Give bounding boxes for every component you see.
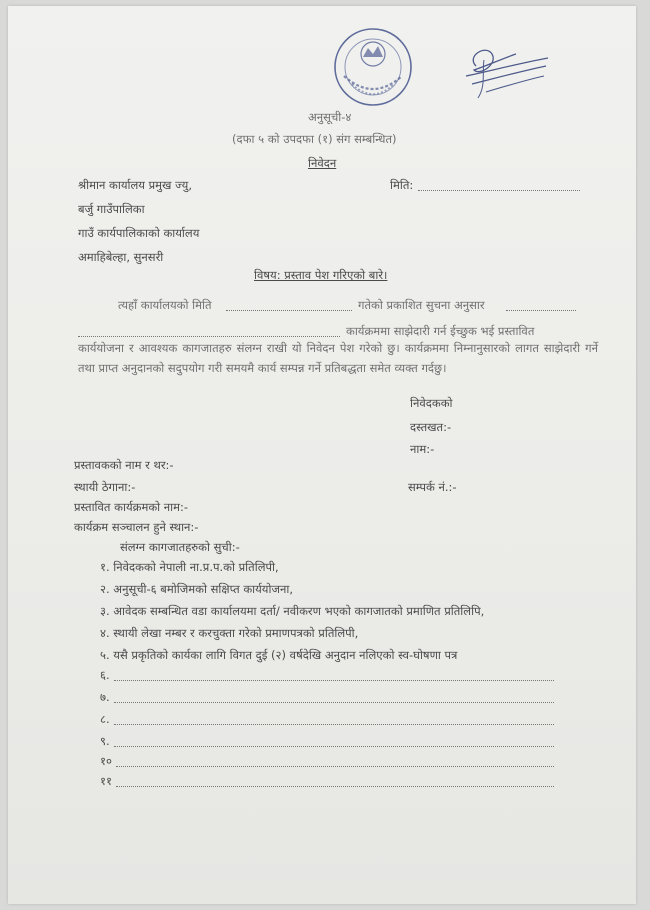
attachment-item-5: ५. यसै प्रकृतिको कार्यका लागि विगत दुई (२) वर्षदेखि अनुदान नलिएको स्व-घोषणा पत्र [100, 648, 458, 662]
permanent-address-label: स्थायी ठेगाना:- [74, 480, 136, 494]
notice-blank [506, 310, 576, 311]
signature-label: दस्तखत:- [410, 420, 452, 434]
body-text-3: कार्यक्रममा साझेदारी गर्न ईच्छुक भई प्रस्तावित [346, 324, 535, 338]
addressee-line-3: गाउँ कार्यपालिकाको कार्यालय [78, 226, 200, 240]
office-seal-icon [330, 24, 416, 110]
date-label: मिति: [390, 178, 414, 192]
blank-number-11: ११ [100, 774, 112, 788]
blank-number-8: ८. [100, 712, 110, 726]
date-blank [418, 190, 580, 191]
blank-line-6 [114, 680, 554, 681]
notice-date-blank [226, 310, 352, 311]
proposer-name-label: प्रस्तावकको नाम र थर:- [74, 458, 174, 472]
blank-number-10: १० [100, 754, 112, 768]
addressee-line-1: श्रीमान कार्यालय प्रमुख ज्यु, [78, 178, 192, 192]
blank-line-8 [114, 724, 554, 725]
program-name-blank [78, 336, 340, 337]
attachment-item-4: ४. स्थायी लेखा नम्बर र करचुक्ता गरेको प्रमाणपत्रको प्रतिलिपी, [100, 626, 359, 640]
blank-number-6: ६. [100, 668, 110, 682]
contact-number-label: सम्पर्क नं.:- [408, 480, 457, 494]
annex-subtitle: (दफा ५ को उपदफा (१) संग सम्बन्धित) [232, 132, 397, 146]
blank-number-7: ७. [100, 690, 110, 704]
subject-line: विषय: प्रस्ताव पेश गरिएको बारे। [254, 268, 388, 282]
addressee-line-4: अमाहिबेल्हा, सुनसरी [78, 250, 164, 264]
program-location-label: कार्यक्रम सञ्चालन हुने स्थान:- [74, 520, 199, 534]
blank-line-11 [116, 786, 554, 787]
body-text-2: गतेको प्रकाशित सुचना अनुसार [358, 298, 485, 312]
annex-label: अनुसूची-४ [308, 110, 352, 124]
attachments-heading: संलग्न कागजातहरुको सुची:- [120, 540, 240, 554]
body-paragraph: कार्ययोजना र आवश्यक कागजातहरु संलग्न राखी यो निवेदन पेश गरेको छु। कार्यक्रममा निम्नानुसारको लागत साझेदारी गर्ने तथा प्राप्त अनुदानको सदुपयोग गरी समयमै कार्य सम्पन्न गर्ने प्रतिबद्धता समेत व्यक्त गर्दछु। [78, 341, 598, 375]
signature-icon [456, 36, 556, 104]
document-title: निवेदन [308, 156, 337, 170]
attachment-item-2: २. अनुसूची-६ बमोजिमको सक्षिप्त कार्ययोजना, [100, 582, 294, 596]
applicant-label: निवेदकको [410, 396, 453, 410]
blank-number-9: ९. [100, 734, 110, 748]
blank-line-7 [114, 702, 554, 703]
blank-line-9 [114, 746, 554, 747]
name-label: नाम:- [410, 442, 435, 456]
document-page [8, 6, 636, 904]
addressee-line-2: बर्जु गाउँपालिका [78, 202, 145, 216]
program-name-label: प्रस्तावित कार्यक्रमको नाम:- [74, 500, 189, 514]
attachment-item-3: ३. आवेदक सम्बन्धित वडा कार्यालयमा दर्ता/ नवीकरण भएको कागजातको प्रमाणित प्रतिलिपि, [100, 604, 485, 618]
blank-line-10 [116, 766, 554, 767]
body-text-1: त्यहाँ कार्यालयको मिति [118, 298, 212, 312]
attachment-item-1: १. निवेदकको नेपाली ना.प्र.प.को प्रतिलिपी, [100, 560, 279, 574]
